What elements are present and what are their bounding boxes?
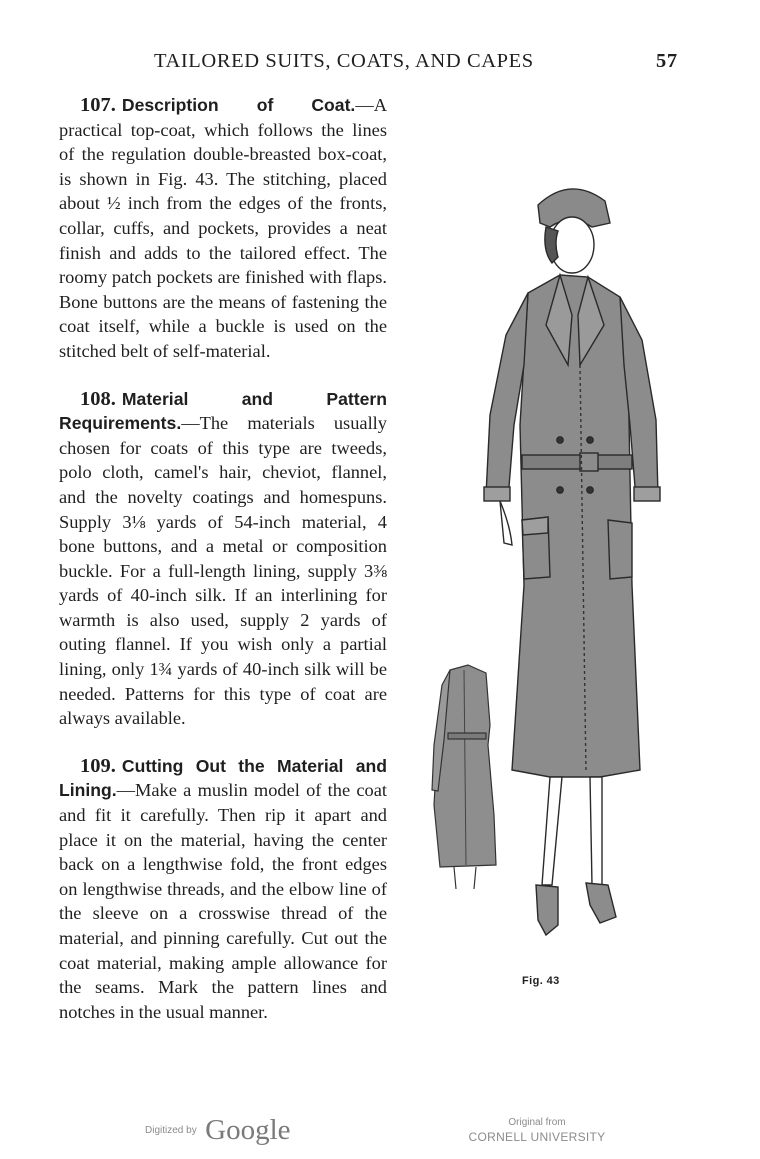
google-logo: Google	[205, 1114, 291, 1146]
original-from-label: Original from	[508, 1117, 566, 1128]
digitized-by-label: Digitized by	[145, 1125, 197, 1136]
figure-caption: Fig. 43	[522, 975, 560, 987]
section-body: —Make a muslin model of the coat and fit it carefully. Then rip it apart and place it on the material, having the center back on a lengthwise fold, the front edges on lengthwise threads, and the elbow line of the sleeve on a crosswise thread of the material, and pinning carefully. Cut out the coat material, making ample allowance for the seams. Mark the pattern lines and notches in the usual manner.	[59, 780, 387, 1022]
institution-label: CORNELL UNIVERSITY	[468, 1130, 606, 1144]
page-number: 57	[656, 50, 678, 72]
running-title: TAILORED SUITS, COATS, AND CAPES	[154, 50, 534, 72]
section-number: 109.	[80, 754, 116, 777]
section-number: 107.	[80, 94, 116, 116]
coat-illustration	[420, 165, 720, 965]
section-number: 108.	[80, 387, 116, 410]
section-title: Description of Coat.	[121, 95, 356, 115]
section-body: —A practical top-coat, which follows the lines of the regulation double-breasted box-coat, is shown in Fig. 43. The stitching, placed about ½ inch from the edges of the fronts, collar, cuffs, and pockets, provides a neat finish and adds to the tailored effect. The roomy patch pockets are finished with flaps. Bone buttons are the means of fastening the coat itself, while a buckle is used on the stitched belt of self-material.	[59, 95, 387, 361]
digitized-by-watermark	[145, 1114, 291, 1147]
front-view-figure	[484, 189, 660, 935]
section-body: —The materials usually chosen for coats of this type are tweeds, polo cloth, camel's hair, cheviot, flannel, and the novelty coatings and homespuns. Supply 3⅛ yards of 54-inch material, 4 bone buttons, and a metal or composition buckle. For a full-length lining, supply 3⅜ yards of 40-inch silk. If an interlining for warmth is also used, supply 2 yards of outing flannel. If you wish only a partial lining, only 1¾ yards of 40-inch silk will be needed. Patterns for this type of coat are always available.	[59, 413, 387, 729]
section-title: Material and Pattern Requirements.	[59, 388, 387, 434]
running-header	[0, 50, 760, 76]
section-title: Cutting Out the Material and Lining.	[59, 755, 387, 801]
back-view-figure	[432, 665, 496, 889]
origin-watermark	[467, 1116, 607, 1145]
